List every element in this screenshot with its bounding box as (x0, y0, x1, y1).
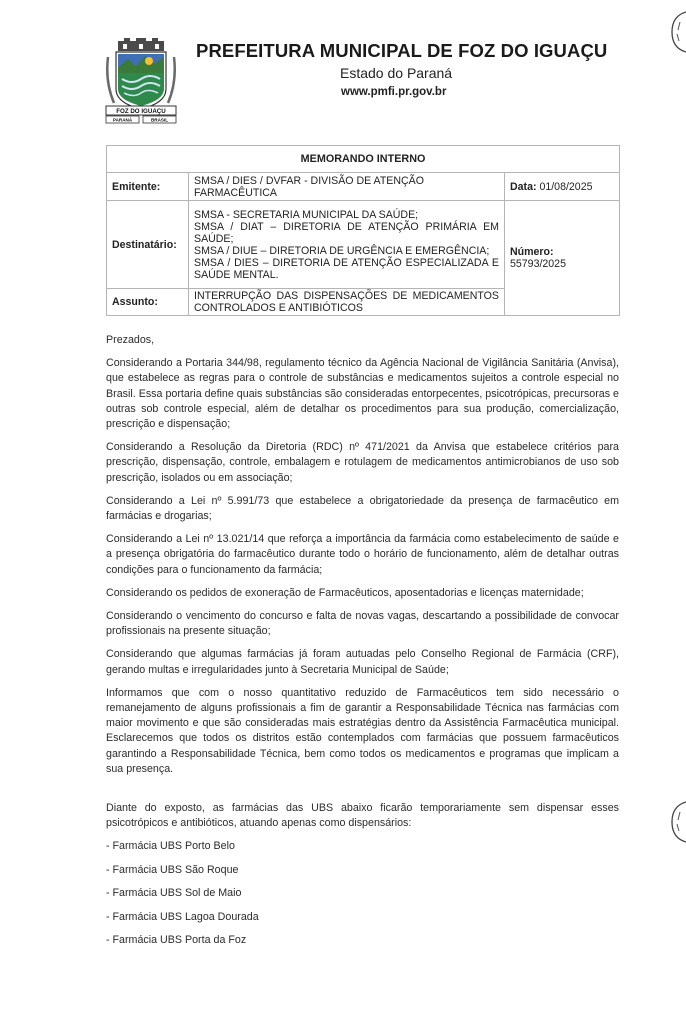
destinatario-line: SMSA / DIES – DIRETORIA DE ATENÇÃO ESPECIALIZADA E SAÚDE MENTAL. (194, 256, 499, 281)
paragraph: Considerando os pedidos de exoneração de Farmacêuticos, aposentadorias e licenças maternidade; (106, 586, 584, 599)
protocol-stamp-mark (668, 800, 686, 844)
pharmacy-list-item: - Farmácia UBS São Roque (106, 863, 239, 876)
emitente-line: SMSA / DIES / DVFAR - DIVISÃO DE ATENÇÃO (194, 174, 424, 187)
emitente-row (107, 173, 620, 201)
emitente-line: FARMACÊUTICA (194, 186, 277, 199)
svg-text:FOZ DO IGUAÇU: FOZ DO IGUAÇU (116, 108, 166, 115)
state-name: Estado do Paraná (340, 65, 453, 81)
memo-body (106, 333, 619, 957)
date-cell (505, 173, 620, 201)
memo-heading: MEMORANDO INTERNO (107, 146, 620, 173)
emitente-value (189, 173, 505, 201)
number-cell (505, 201, 620, 316)
greeting: Prezados, (106, 334, 155, 346)
svg-text:BRASIL: BRASIL (150, 117, 169, 123)
paragraph: Considerando que algumas farmácias já foram autuadas pelo Conselho Regional de Farmácia (CRF), gerando multas e irregularidades junto à Secretaria Municipal de Saúde; (106, 648, 619, 676)
document-header (0, 0, 686, 140)
paragraph: Considerando a Resolução da Diretoria (RDC) nº 471/2021 da Anvisa que estabelece critérios para prescrição, dispensação, controle, embalagem e rotulagem de medicamentos antimicrobianos de uso sob prescrição, isolados ou em associação; (106, 441, 619, 484)
destinatario-row (107, 201, 620, 289)
destinatario-line: SMSA / DIUE – DIRETORIA DE URGÊNCIA E EMERGÊNCIA; (194, 244, 490, 257)
paragraph: Considerando a Portaria 344/98, regulamento técnico da Agência Nacional de Vigilância Sanitária (Anvisa), que estabelece as regras para o controle de substâncias e medicamentos sujeitos a controle especial no Brasil. Essa portaria define quais substâncias são consideradas entorpecentes, psicotrópicas, precursoras e outras sob controle especial, além de detalhar os procedimentos para sua produção, comercialização, prescrição e dispensação; (106, 357, 619, 431)
destinatario-line: SMSA / DIAT – DIRETORIA DE ATENÇÃO PRIMÁRIA EM SAÚDE; (194, 220, 499, 245)
memo-heading-row (107, 146, 620, 173)
city-coat-of-arms-logo (104, 37, 178, 125)
pharmacy-list-item: - Farmácia UBS Porta da Foz (106, 934, 247, 947)
paragraph: Considerando o vencimento do concurso e falta de novas vagas, descartando a possibilidade de convocar profissionais na presente situação; (106, 610, 619, 638)
assunto-value: INTERRUPÇÃO DAS DISPENSAÇÕES DE MEDICAMENTOS CONTROLADOS E ANTIBIÓTICOS (189, 289, 505, 316)
pharmacy-list-item: - Farmácia UBS Lagoa Dourada (106, 910, 259, 923)
date-label: Data: (510, 180, 537, 193)
pharmacy-list-item: - Farmácia UBS Sol de Maio (106, 887, 242, 900)
emitente-label: Emitente: (107, 173, 189, 201)
destinatario-label: Destinatário: (107, 201, 189, 289)
city-hall-title: PREFEITURA MUNICIPAL DE FOZ DO IGUAÇU (196, 40, 608, 61)
assunto-label: Assunto: (107, 289, 189, 316)
conclusion-paragraph: Diante do exposto, as farmácias das UBS abaixo ficarão temporariamente sem dispensar esses psicotrópicos e antibióticos, atuando apenas como dispensários: (106, 802, 619, 830)
destinatario-line: SMSA - SECRETARIA MUNICIPAL DA SAÚDE; (194, 208, 419, 221)
paragraph: Informamos que com o nosso quantitativo reduzido de Farmacêuticos tem sido necessário o remanejamento de alguns profissionais a fim de garantir a Responsabilidade Técnica nas farmácias com maior movimento e que são consideradas mais estratégias dentro da Assistência Farmacêutica municipal. Esclarecemos que todos os distritos estão contemplados com farmácias que possuem farmacêuticos garantindo a Responsabilidade Técnica, bem como todos os medicamentos e programas que implicam a sua presença. (106, 686, 619, 775)
number-label: Número: (510, 246, 554, 258)
svg-text:PARANÁ: PARANÁ (112, 117, 133, 123)
paragraph: Considerando a Lei nº 13.021/14 que reforça a importância da farmácia como estabelecimento de saúde e a presença obrigatória do farmacêutico durante todo o horário de funcionamento, além de detalhar outras condições para o funcionamento da farmácia; (106, 533, 619, 576)
number-value: 55793/2025 (510, 258, 566, 270)
destinatario-value (189, 201, 505, 289)
pharmacy-list-item: - Farmácia UBS Porto Belo (106, 840, 235, 853)
memo-info-table (106, 145, 620, 316)
website-url: www.pmfi.pr.gov.br (341, 86, 447, 98)
protocol-stamp-mark (668, 10, 686, 54)
paragraph: Considerando a Lei nº 5.991/73 que estabelece a obrigatoriedade da presença de farmacêutico em farmácias e drogarias; (106, 494, 619, 523)
date-value: 01/08/2025 (539, 180, 593, 193)
